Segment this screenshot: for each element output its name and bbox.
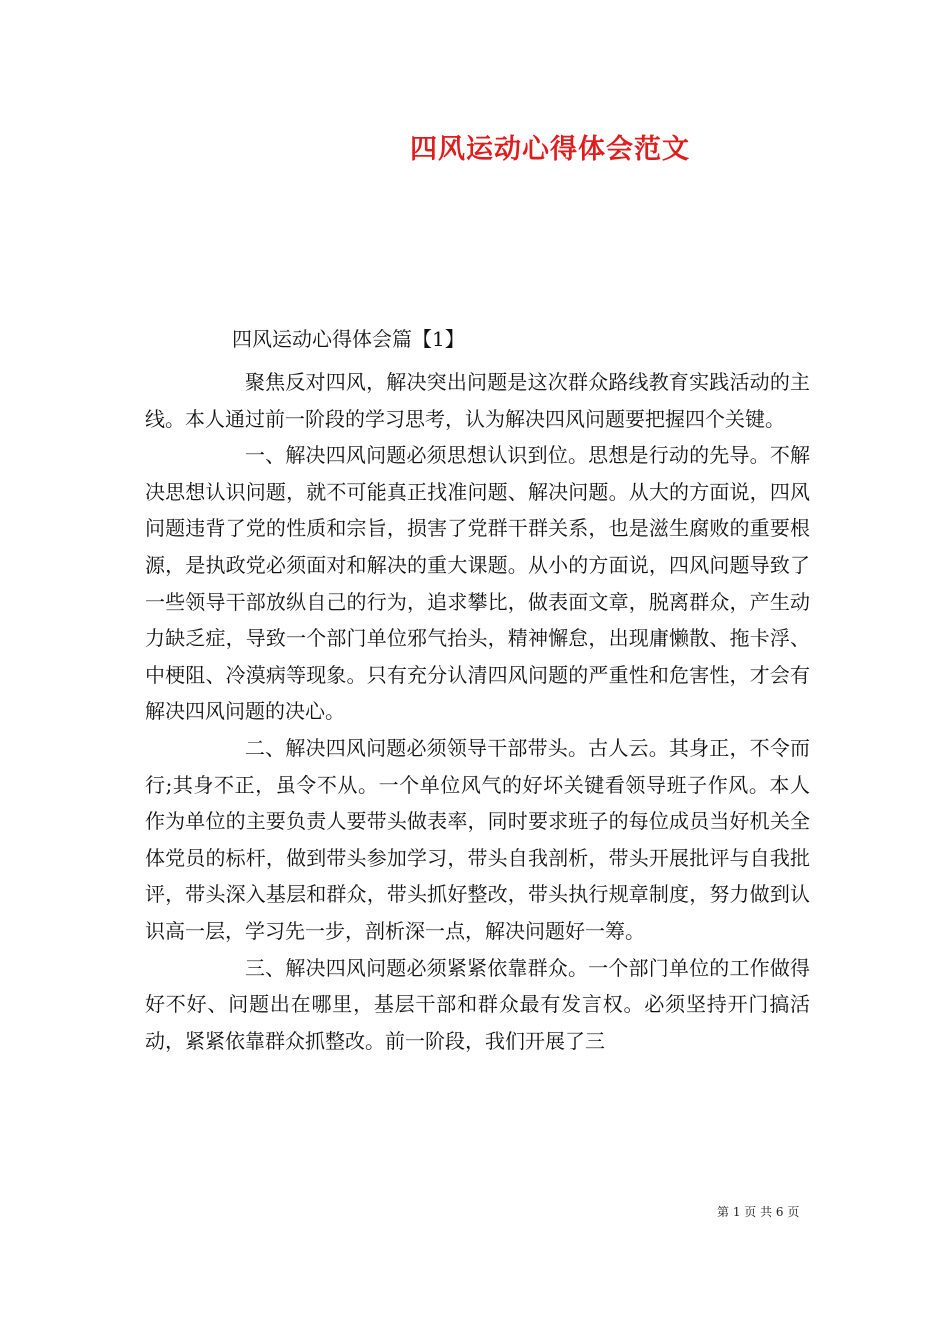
document-body — [145, 364, 810, 1059]
section-heading: 四风运动心得体会篇【1】 — [232, 327, 465, 351]
paragraph-point-1: 一、解决四风问题必须思想认识到位。思想是行动的先导。不解决思想认识问题，就不可能真正找准问题、解决问题。从大的方面说，四风问题违背了党的性质和宗旨，损害了党群干群关系，也是滋生腐败的重要根源，是执政党必须面对和解决的重大课题。从小的方面说，四风问题导致了一些领导干部放纵自己的行为，追求攀比，做表面文章，脱离群众，产生动力缺乏症，导致一个部门单位邪气抬头，精神懈怠，出现庸懒散、拖卡浮、中梗阻、冷漠病等现象。只有充分认清四风问题的严重性和危害性，才会有解决四风问题的决心。 — [145, 443, 810, 724]
document-title: 四风运动心得体会范文 — [410, 134, 690, 165]
page-number-footer: 第 1 页 共 6 页 — [717, 1205, 800, 1219]
paragraph-point-2: 二、解决四风问题必须领导干部带头。古人云。其身正，不令而行;其身不正，虽令不从。一个单位风气的好坏关键看领导班子作风。本人作为单位的主要负责人要带头做表率，同时要求班子的每位成员当好机关全体党员的标杆，做到带头参加学习，带头自我剖析，带头开展批评与自我批评，带头深入基层和群众，带头抓好整改，带头执行规章制度，努力做到认识高一层，学习先一步，剖析深一点，解决问题好一筹。 — [145, 735, 810, 943]
paragraph-point-3: 三、解决四风问题必须紧紧依靠群众。一个部门单位的工作做得好不好、问题出在哪里，基层干部和群众最有发言权。必须坚持开门搞活动，紧紧依靠群众抓整改。前一阶段，我们开展了三 — [145, 955, 810, 1053]
paragraph-intro: 聚焦反对四风，解决突出问题是这次群众路线教育实践活动的主线。本人通过前一阶段的学习思考，认为解决四风问题要把握四个关键。 — [145, 370, 810, 431]
